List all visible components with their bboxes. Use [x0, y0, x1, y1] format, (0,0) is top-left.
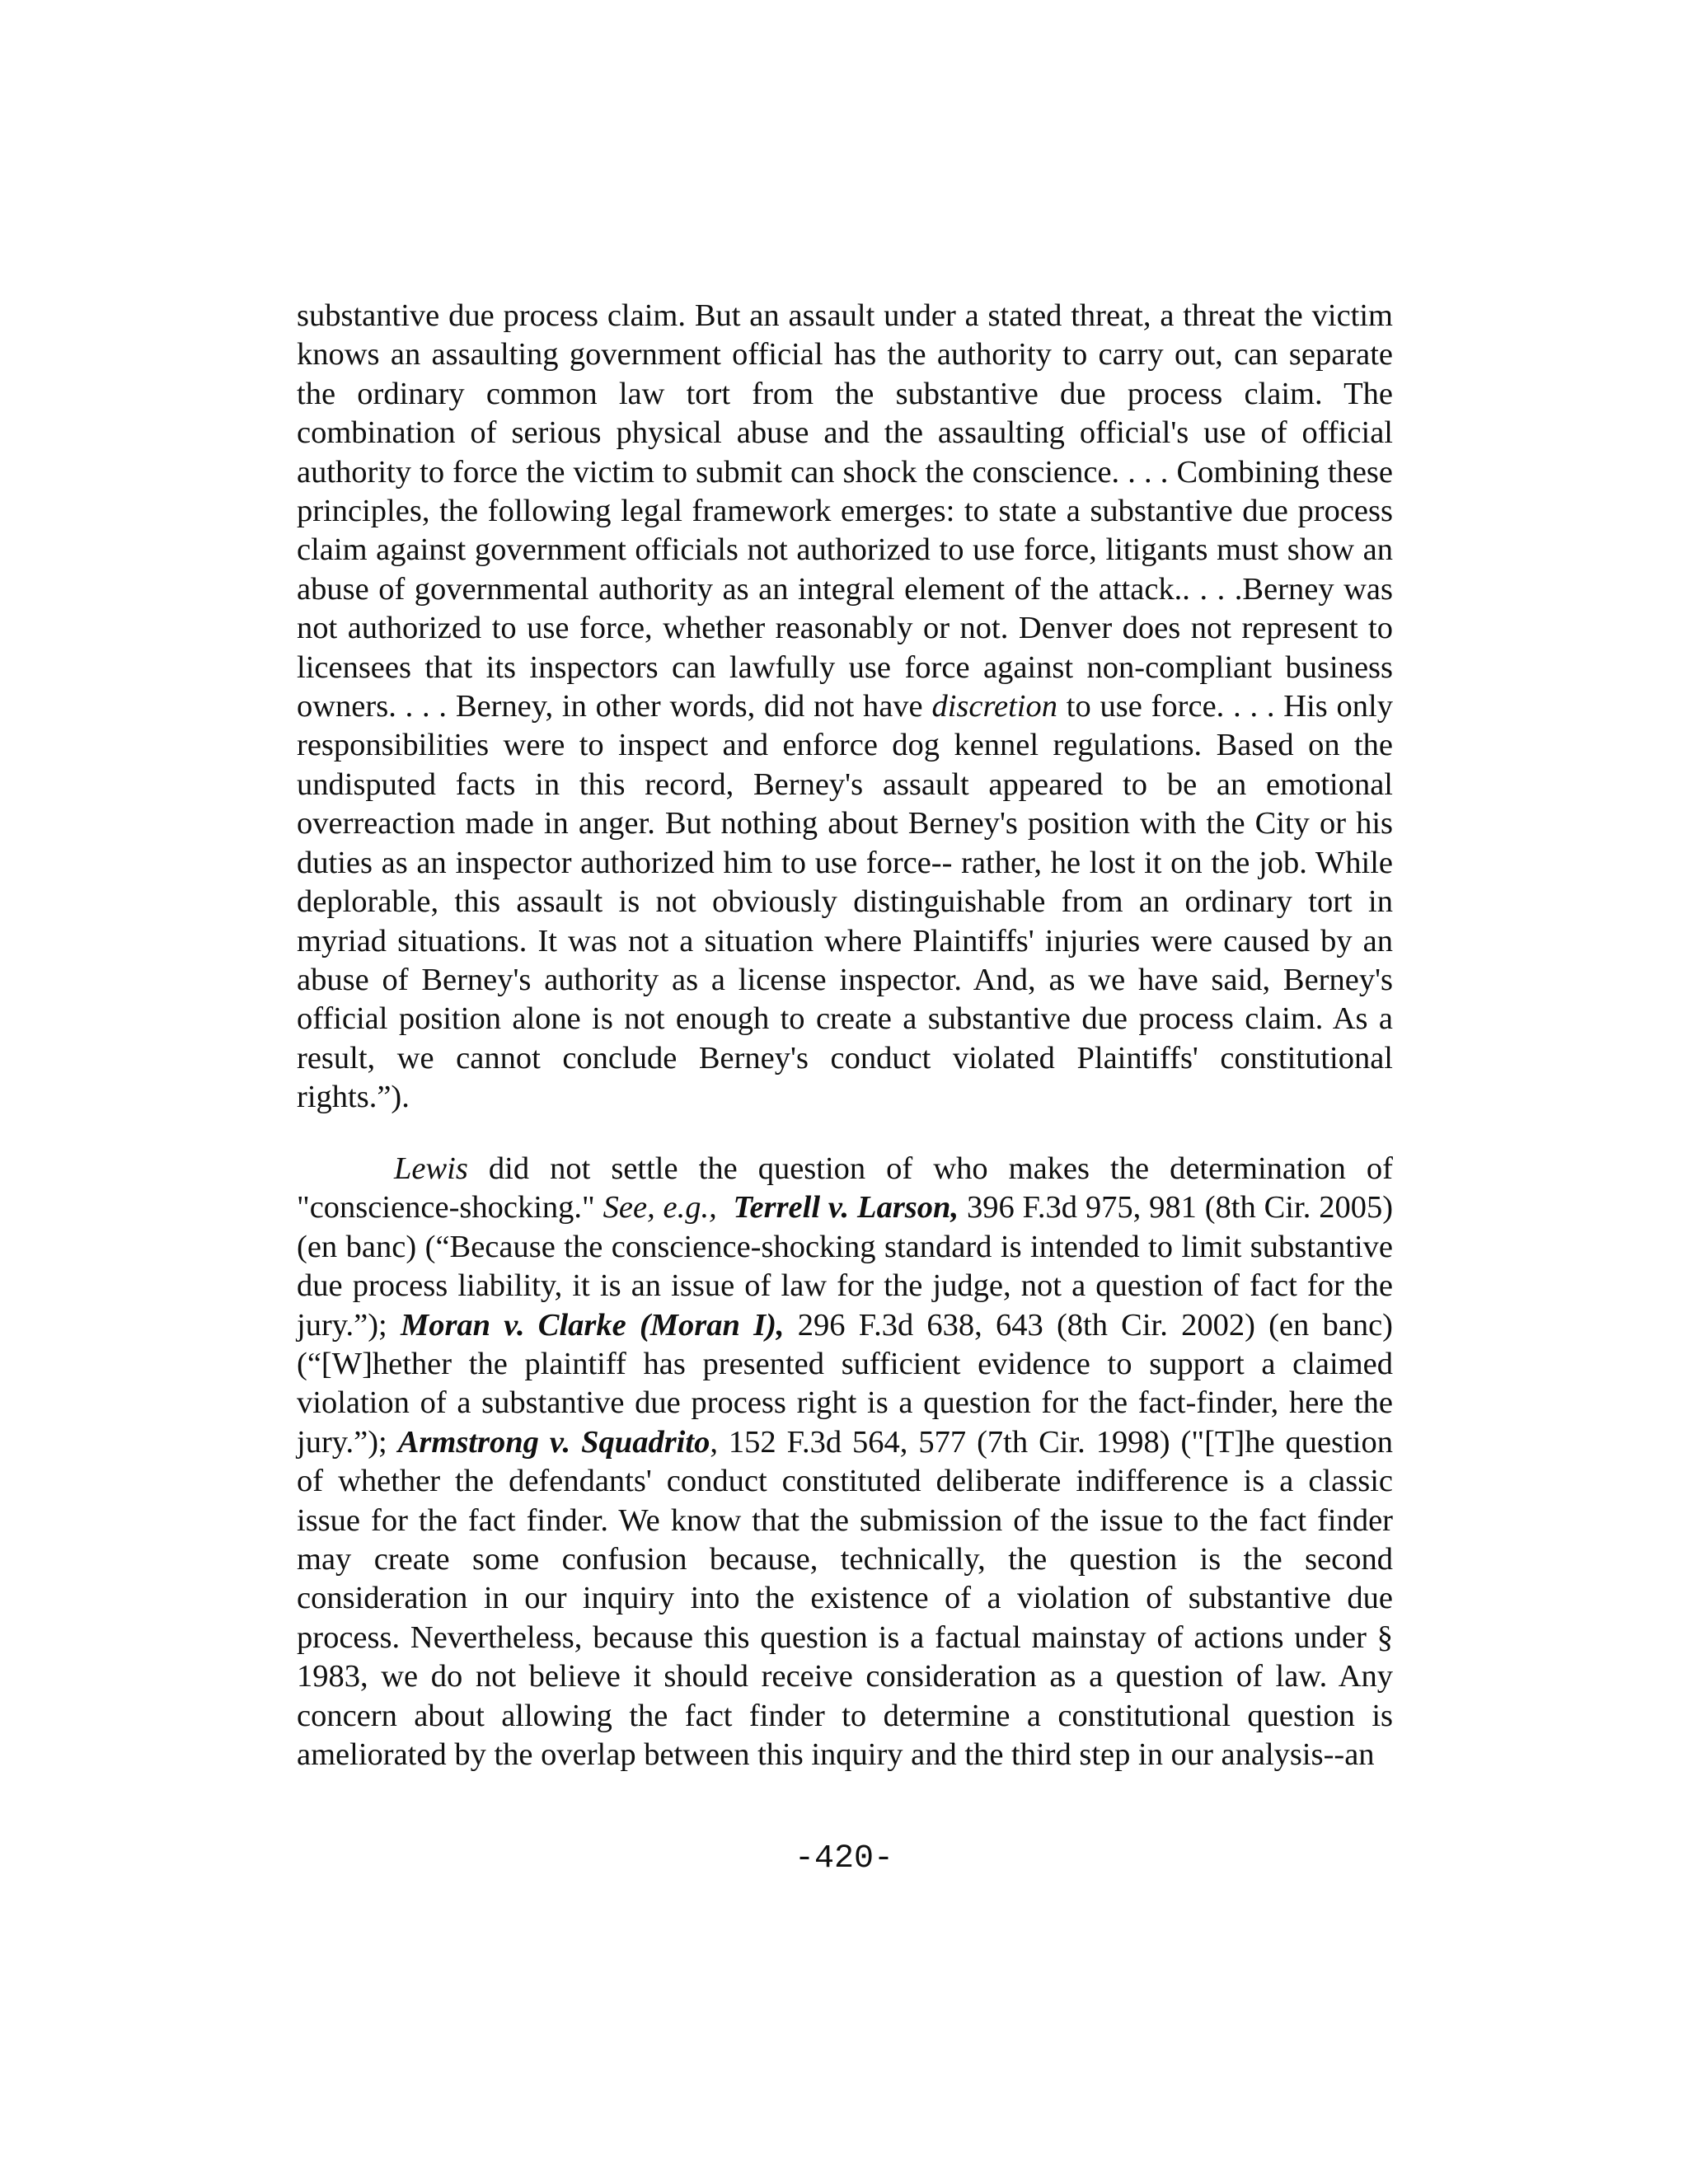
- paragraph-2-text-d: , 152 F.3d 564, 577 (7th Cir. 1998) ("[T]he question of whether the defendants' conduct constituted deliberate indifference is a classic issue for the fact finder. We know that the submission of the issue to the fact finder may create some confusion because, technically, the question is the second consideration in our inquiry into the existence of a violation of substantive due process. Nevertheless, because this question is a factual mainstay of actions under § 1983, we do not believe it should receive consideration as a question of law. Any concern about allowing the fact finder to determine a constitutional question is ameliorated by the overlap between this inquiry and the third step in our analysis--an: [297, 1424, 1393, 1773]
- paragraph-2-text-b: 396 F.3d 975, 981 (8th Cir. 2005) (en banc) (“Because the conscience-shocking standard is intended to limit substantive due process liability, it is an issue of law for the judge, not a question of fact for the jury.”);: [297, 1190, 1394, 1343]
- page-number: -420-: [794, 1840, 894, 1877]
- paragraph-1-emphasis-discretion: discretion: [931, 689, 1057, 724]
- case-citation-terrell: Terrell v. Larson,: [733, 1190, 959, 1226]
- body-paragraph-2: [297, 1150, 1393, 1775]
- body-paragraph-1: [297, 297, 1393, 1118]
- case-citation-moran: Moran v. Clarke (Moran I),: [400, 1307, 785, 1343]
- paragraph-1-text-a: substantive due process claim. But an assault under a stated threat, a threat the victim knows an assaulting government official has the authority to carry out, can separate the ordinary common law tort from the substantive due process claim. The combination of serious physical abuse and the assaulting official's use of official authority to force the victim to submit can shock the conscience. . . . Combining these principles, the following legal framework emerges: to state a substantive due process claim against government officials not authorized to use force, litigants must show an abuse of governmental authority as an integral element of the attack.. . . .Berney was not authorized to use force, whether reasonably or not. Denver does not represent to licensees that its inspectors can lawfully use force against non-compliant business owners. . . . Berney, in other words, did not have: [297, 298, 1393, 724]
- signal-see-eg: See, e.g.,: [603, 1190, 717, 1226]
- paragraph-2-spacer: [717, 1190, 734, 1225]
- paragraph-1-text-b: to use force. . . . His only responsibilities were to inspect and enforce dog kennel regulations. Based on the undisputed facts in this record, Berney's assault appeared to be an emotional overreaction made in anger. But nothing about Berney's position with the City or his duties as an inspector authorized him to use force-- rather, he lost it on the job. While deplorable, this assault is not obviously distinguishable from an ordinary tort in myriad situations. It was not a situation where Plaintiffs' injuries were caused by an abuse of Berney's authority as a license inspector. And, as we have said, Berney's official position alone is not enough to create a substantive due process claim. As a result, we cannot conclude Berney's conduct violated Plaintiffs' constitutional rights.”).: [297, 689, 1394, 1115]
- case-name-lewis: Lewis: [394, 1151, 468, 1186]
- paragraph-2-text-c: 296 F.3d 638, 643 (8th Cir. 2002) (en banc) (“[W]hether the plaintiff has presented sufficient evidence to support a claimed violation of a substantive due process right is a question for the fact-finder, here the jury.”);: [297, 1307, 1393, 1460]
- case-citation-armstrong: Armstrong v. Squadrito: [397, 1424, 710, 1460]
- paragraph-2-text-a: did not settle the question of who makes the determination of "conscience-shocking.": [297, 1151, 1393, 1226]
